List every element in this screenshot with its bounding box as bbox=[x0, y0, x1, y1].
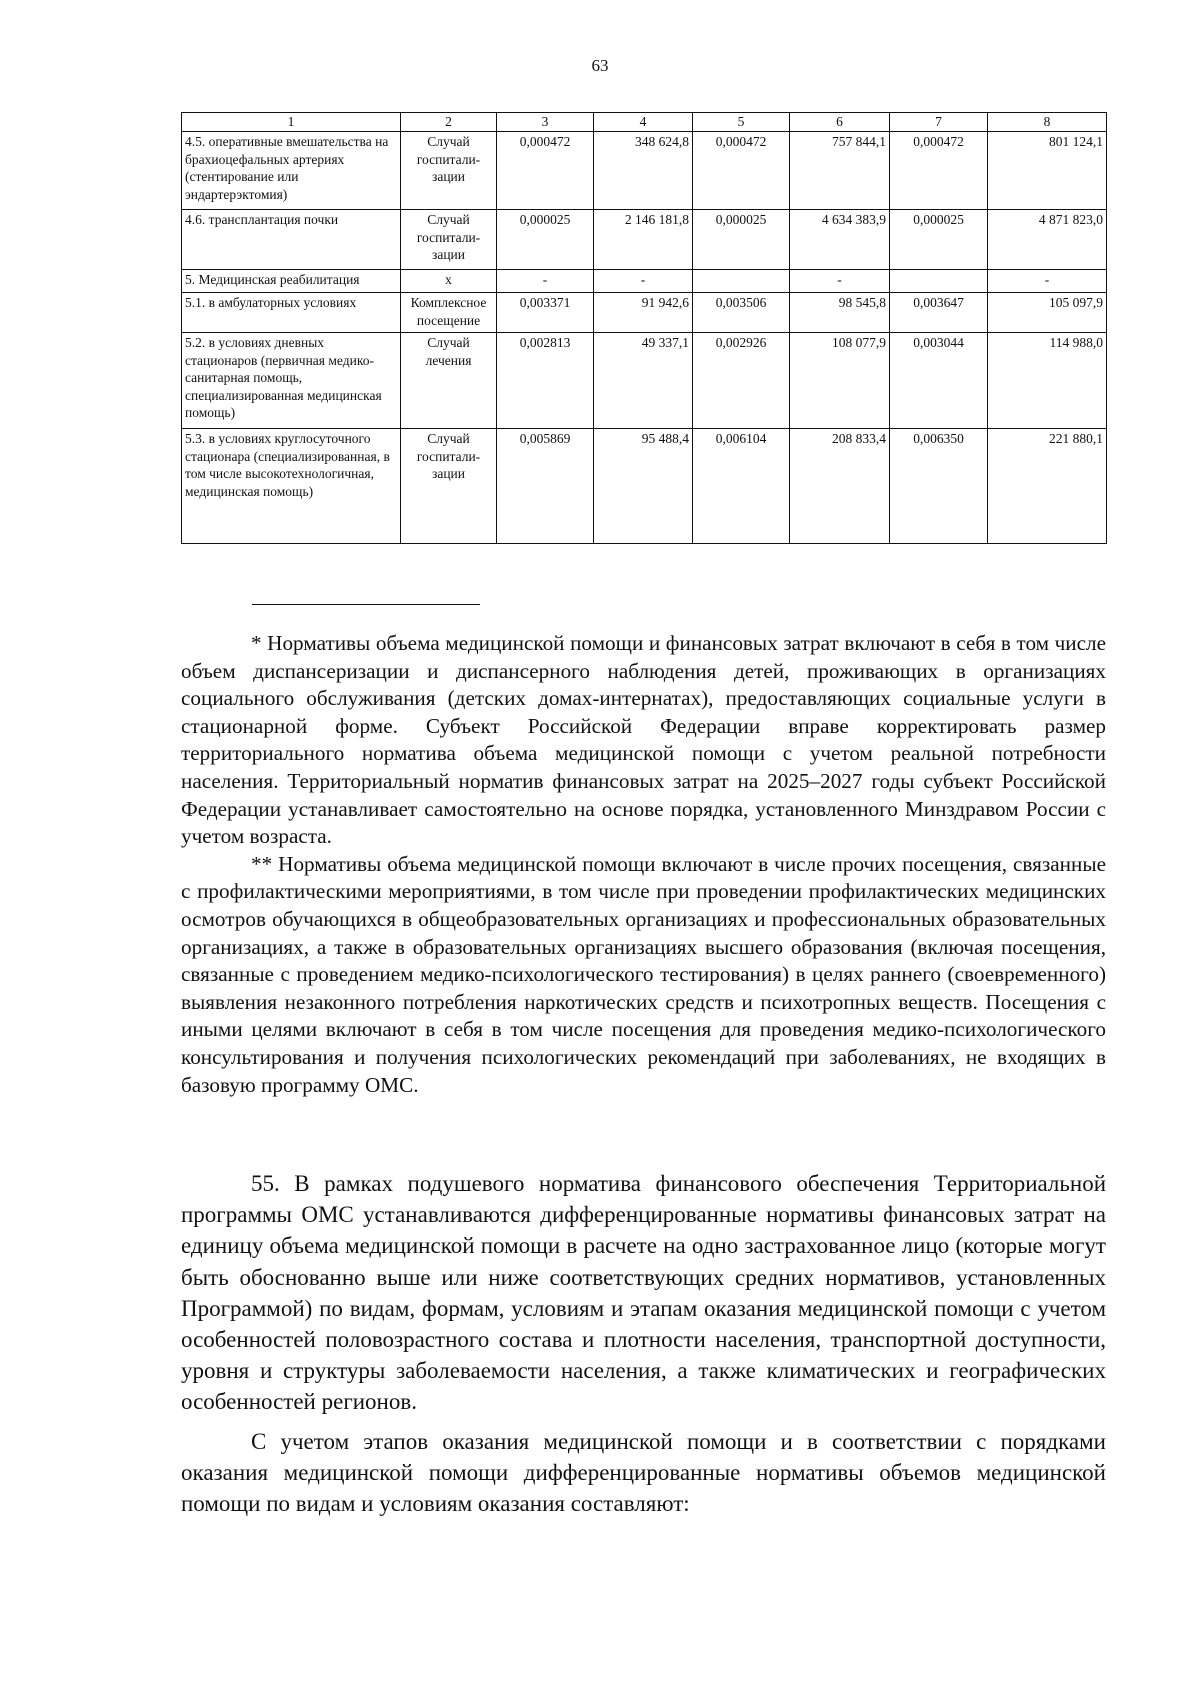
section-paragraph-2: С учетом этапов оказания медицинской помощи и в соответствии с порядками оказания медицинской помощи дифференцированные нормативы объемов медицинской помощи по видам и условиям оказания составляют: bbox=[181, 1428, 1106, 1517]
cell-value: 0,000025 bbox=[693, 210, 790, 270]
cell-value: 0,006104 bbox=[693, 429, 790, 544]
cell-value: 0,000472 bbox=[890, 132, 988, 210]
cell-value: 801 124,1 bbox=[988, 132, 1107, 210]
section-55 bbox=[181, 1168, 1106, 1519]
cell-value: 0,003506 bbox=[693, 293, 790, 333]
cell-value: 108 077,9 bbox=[790, 333, 890, 429]
norms-table bbox=[181, 112, 1107, 544]
cell-value: 0,003044 bbox=[890, 333, 988, 429]
header-cell: 5 bbox=[693, 113, 790, 132]
row-name: 5.3. в условиях круглосуточного стационара (специализированная, в том числе высокотехнологичная, медицинская помощь) bbox=[182, 429, 401, 544]
header-cell: 4 bbox=[594, 113, 693, 132]
cell-value bbox=[890, 270, 988, 293]
row-name: 4.5. оперативные вмешательства на брахиоцефальных артериях (стентирование или эндартерэктомия) bbox=[182, 132, 401, 210]
footnote-2: ** Нормативы объема медицинской помощи включают в числе прочих посещения, связанные с профилактическими мероприятиями, в том числе при проведении профилактических медицинских осмотров обучающихся в общеобразовательных организациях и профессиональных образовательных организациях, а также в образовательных организациях высшего образования (включая посещения, связанные с проведением медико-психологического тестирования) в целях раннего (своевременного) выявления незаконного потребления наркотических средств и психотропных веществ. Посещения с иными целями включают в себя в том числе посещения для проведения медико-психологического консультирования и получения психологических рекомендаций при заболеваниях, не входящих в базовую программу ОМС. bbox=[181, 851, 1106, 1097]
row-name: 5.1. в амбулаторных условиях bbox=[182, 293, 401, 333]
cell-value: 0,002813 bbox=[497, 333, 594, 429]
cell-value bbox=[693, 270, 790, 293]
row-name: 5.2. в условиях дневных стационаров (первичная медико-санитарная помощь, специализированная медицинская помощь) bbox=[182, 333, 401, 429]
table-row bbox=[182, 210, 1107, 270]
section-paragraph-1: 55. В рамках подушевого норматива финансового обеспечения Территориальной программы ОМС устанавливаются дифференцированные нормативы финансовых затрат на единицу объема медицинской помощи в расчете на одно застрахованное лицо (которые могут быть обоснованно выше или ниже соответствующих средних нормативов, установленных Программой) по видам, формам, условиям и этапам оказания медицинской помощи с учетом особенностей половозрастного состава и плотности населения, транспортной доступности, уровня и структуры заболеваемости населения, а также климатических и географических особенностей регионов. bbox=[181, 1171, 1106, 1415]
cell-value: 0,000472 bbox=[497, 132, 594, 210]
row-unit: Комплексное посещение bbox=[401, 293, 497, 333]
cell-value: 348 624,8 bbox=[594, 132, 693, 210]
row-unit: Случай госпитали-зации bbox=[401, 132, 497, 210]
row-unit: Случай лечения bbox=[401, 333, 497, 429]
table-row bbox=[182, 132, 1107, 210]
cell-value: 0,000472 bbox=[693, 132, 790, 210]
header-cell: 7 bbox=[890, 113, 988, 132]
cell-value: 0,003371 bbox=[497, 293, 594, 333]
cell-value: - bbox=[988, 270, 1107, 293]
cell-value: - bbox=[497, 270, 594, 293]
header-cell: 6 bbox=[790, 113, 890, 132]
row-name: 4.6. трансплантация почки bbox=[182, 210, 401, 270]
header-cell: 3 bbox=[497, 113, 594, 132]
cell-value: 221 880,1 bbox=[988, 429, 1107, 544]
row-unit: Случай госпитали-зации bbox=[401, 429, 497, 544]
table-row bbox=[182, 333, 1107, 429]
row-name: 5. Медицинская реабилитация bbox=[182, 270, 401, 293]
cell-value: 95 488,4 bbox=[594, 429, 693, 544]
cell-value: 208 833,4 bbox=[790, 429, 890, 544]
footnotes bbox=[181, 630, 1106, 1099]
table-header-row bbox=[182, 113, 1107, 132]
cell-value: 98 545,8 bbox=[790, 293, 890, 333]
footnote-1: * Нормативы объема медицинской помощи и финансовых затрат включают в себя в том числе объем диспансеризации и диспансерного наблюдения детей, проживающих в организациях социального обслуживания (детских домах-интернатах), предоставляющих социальные услуги в стационарной форме. Субъект Российской Федерации вправе корректировать размер территориального норматива объема медицинской помощи с учетом реальной потребности населения. Территориальный норматив финансовых затрат на 2025–2027 годы субъект Российской Федерации устанавливает самостоятельно на основе порядка, установленного Минздравом России с учетом возраста. bbox=[181, 631, 1106, 849]
row-unit: х bbox=[401, 270, 497, 293]
cell-value: 0,000025 bbox=[890, 210, 988, 270]
header-cell: 8 bbox=[988, 113, 1107, 132]
cell-value: 49 337,1 bbox=[594, 333, 693, 429]
cell-value: 757 844,1 bbox=[790, 132, 890, 210]
table-row bbox=[182, 293, 1107, 333]
cell-value: 114 988,0 bbox=[988, 333, 1107, 429]
page-number: 63 bbox=[591, 56, 609, 75]
cell-value: 0,006350 bbox=[890, 429, 988, 544]
table-row bbox=[182, 429, 1107, 544]
cell-value: 105 097,9 bbox=[988, 293, 1107, 333]
cell-value: 0,002926 bbox=[693, 333, 790, 429]
cell-value: - bbox=[790, 270, 890, 293]
cell-value: 0,005869 bbox=[497, 429, 594, 544]
table-row bbox=[182, 270, 1107, 293]
cell-value: - bbox=[594, 270, 693, 293]
footnote-separator bbox=[252, 604, 480, 605]
cell-value: 4 634 383,9 bbox=[790, 210, 890, 270]
header-cell: 2 bbox=[401, 113, 497, 132]
header-cell: 1 bbox=[182, 113, 401, 132]
cell-value: 0,000025 bbox=[497, 210, 594, 270]
cell-value: 0,003647 bbox=[890, 293, 988, 333]
row-unit: Случай госпитали-зации bbox=[401, 210, 497, 270]
cell-value: 2 146 181,8 bbox=[594, 210, 693, 270]
cell-value: 91 942,6 bbox=[594, 293, 693, 333]
cell-value: 4 871 823,0 bbox=[988, 210, 1107, 270]
